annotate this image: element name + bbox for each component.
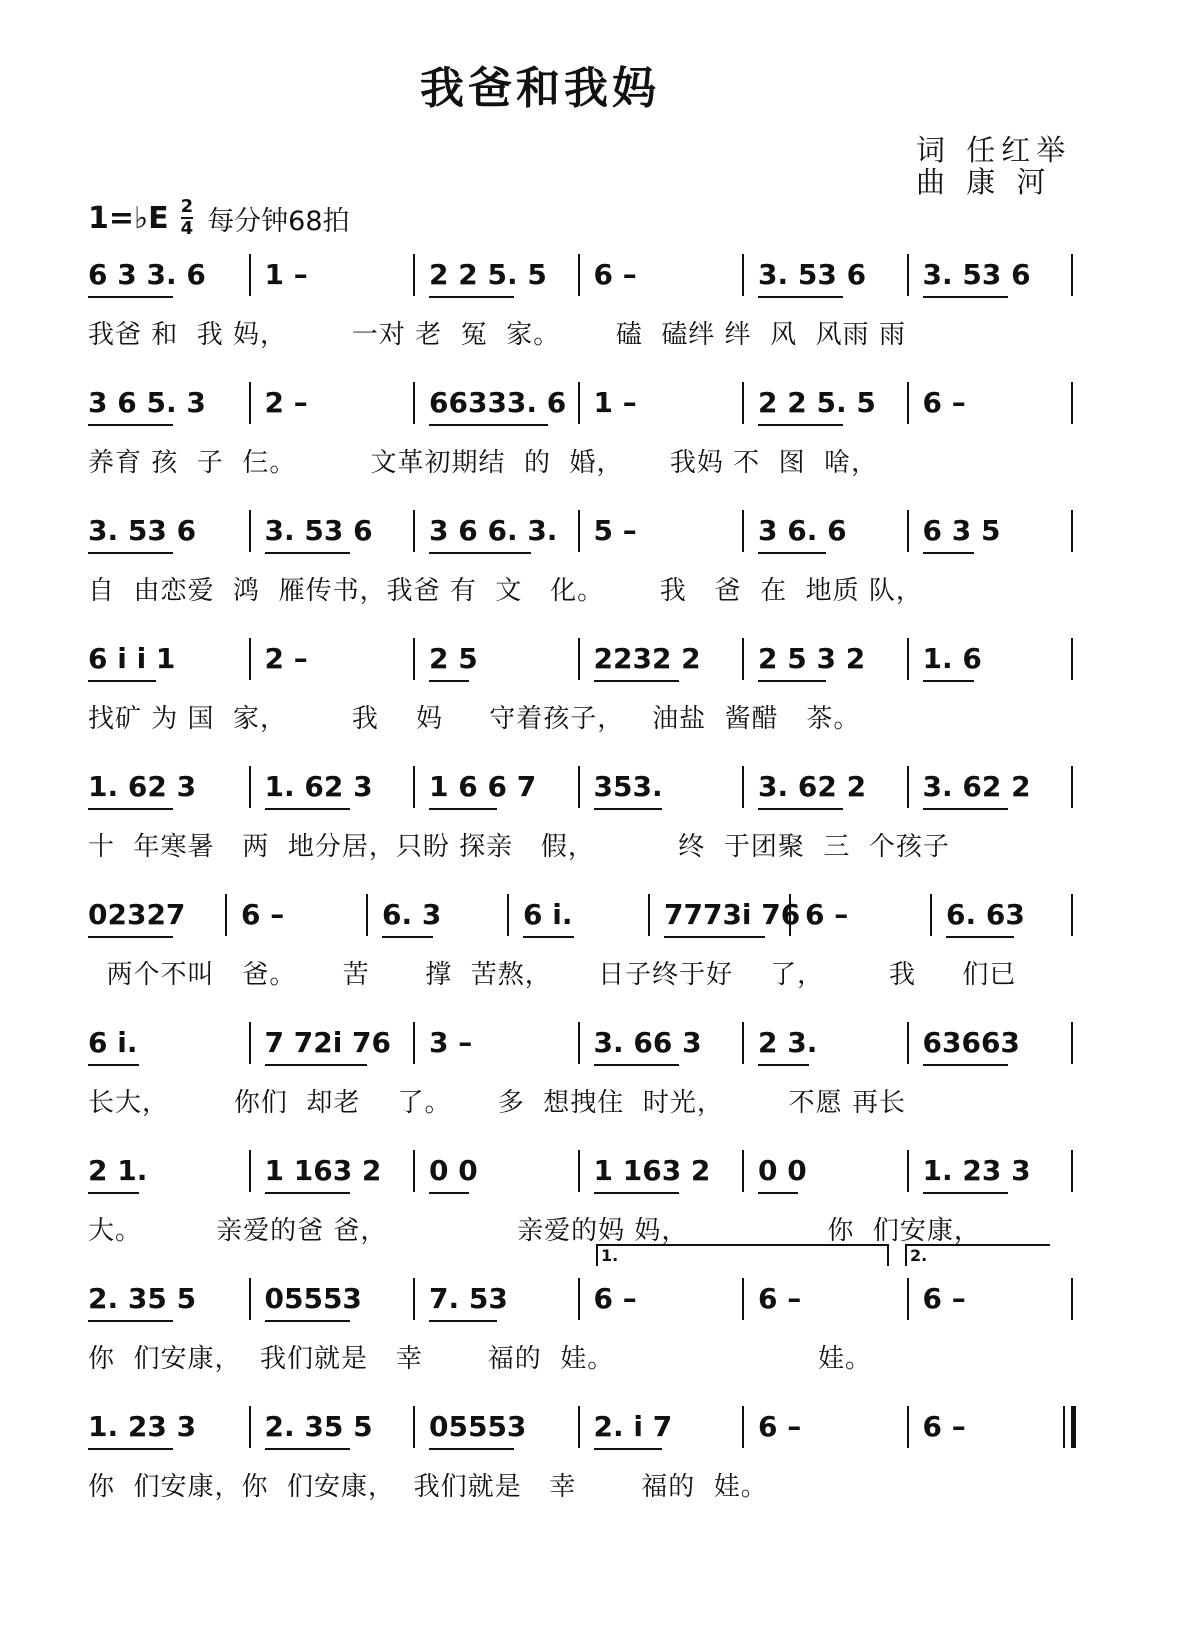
barline: [930, 894, 932, 936]
barline: [249, 766, 251, 808]
barline: [578, 382, 580, 424]
beam-line: [429, 552, 531, 554]
measure-notes: 3. 53 6: [264, 514, 373, 547]
lyric-line: 大。 亲爱的爸 爸， 亲爱的妈 妈， 你 们安康，: [88, 1216, 981, 1246]
beam-line: [429, 808, 497, 810]
barline: [1071, 1278, 1073, 1320]
measure-notes: 05553: [264, 1282, 362, 1315]
measure-notes: 6 –: [241, 898, 285, 931]
barline: [742, 510, 744, 552]
lyric-line: 养育 孩 子 仨。 文革初期结 的 婚， 我妈 不 图 啥，: [88, 448, 879, 478]
beam-line: [88, 424, 173, 426]
barline: [789, 894, 791, 936]
lyric-line: 你 们安康， 我们就是 幸 福的 娃。 娃。: [88, 1344, 873, 1374]
beam-line: [382, 936, 433, 938]
measure-notes: 0 0: [758, 1154, 807, 1187]
score-row: [0, 1246, 1200, 1402]
barline: [413, 254, 415, 296]
barline: [1071, 254, 1073, 296]
barline: [413, 1406, 415, 1448]
barline: [578, 254, 580, 296]
beam-line: [88, 552, 173, 554]
beam-line: [429, 296, 514, 298]
barline: [907, 1278, 909, 1320]
measure-notes: 1 6 6 7: [429, 770, 537, 803]
beam-line: [88, 936, 173, 938]
beam-line: [946, 936, 1014, 938]
score-row: [0, 890, 1200, 1018]
barline: [225, 894, 227, 936]
measure-notes: 2 2 5. 5: [429, 258, 547, 291]
measure-notes: 2 1.: [88, 1154, 148, 1187]
beam-line: [664, 936, 765, 938]
barline: [907, 638, 909, 680]
barline: [1071, 510, 1073, 552]
barline: [1071, 1150, 1073, 1192]
barline: [507, 894, 509, 936]
beam-line: [265, 1064, 367, 1066]
score-row: [0, 506, 1200, 634]
beam-line: [88, 808, 173, 810]
measure-notes: 02327: [88, 898, 186, 931]
measure-notes: 3 –: [429, 1026, 473, 1059]
measure-notes: 6 –: [922, 1282, 966, 1315]
measure-notes: 66333. 6: [429, 386, 567, 419]
measure-notes: 2. 35 5: [264, 1410, 373, 1443]
barline: [742, 254, 744, 296]
beam-line: [758, 552, 826, 554]
barline: [366, 894, 368, 936]
barline: [742, 1022, 744, 1064]
barline: [907, 1150, 909, 1192]
measure-notes: 1. 62 3: [264, 770, 373, 803]
measure-notes: 3 6. 6: [758, 514, 847, 547]
beam-line: [594, 808, 662, 810]
barline: [413, 638, 415, 680]
barline: [907, 1022, 909, 1064]
beam-line: [88, 680, 156, 682]
barline: [249, 1022, 251, 1064]
barline: [1071, 1022, 1073, 1064]
measure-notes: 5 –: [593, 514, 637, 547]
barline: [413, 1278, 415, 1320]
beam-line: [429, 1448, 514, 1450]
barline: [578, 1022, 580, 1064]
barline: [249, 382, 251, 424]
barline: [578, 1278, 580, 1320]
beam-line: [758, 1064, 809, 1066]
lyric-line: 你 们安康，你 们安康， 我们就是 幸 福的 娃。: [88, 1472, 768, 1502]
time-top: 2: [180, 196, 194, 217]
beam-line: [429, 680, 469, 682]
lyric-line: 自 由恋爱 鸿 雁传书，我爸 有 文 化。 我 爸 在 地质 队，: [88, 576, 923, 606]
measure-notes: 3 6 5. 3: [88, 386, 206, 419]
barline: [413, 510, 415, 552]
barline: [742, 766, 744, 808]
measure-notes: 2. 35 5: [88, 1282, 197, 1315]
barline: [249, 510, 251, 552]
measure-notes: 6 –: [805, 898, 849, 931]
lyric-line: 找矿 为 国 家， 我 妈 守着孩子， 油盐 酱醋 茶。: [88, 704, 861, 734]
measure-notes: 2 5: [429, 642, 478, 675]
measure-notes: 6 3 3. 6: [88, 258, 206, 291]
beam-line: [429, 424, 548, 426]
barline: [578, 1150, 580, 1192]
score-row: [0, 250, 1200, 378]
measure-notes: 6. 3: [382, 898, 442, 931]
measure-notes: 3. 53 6: [758, 258, 867, 291]
barline: [578, 510, 580, 552]
lyric-line: 长大， 你们 却老 了。 多 想拽住 时光， 不愿 再长: [88, 1088, 906, 1118]
beam-line: [594, 1448, 662, 1450]
measure-notes: 2 –: [264, 386, 308, 419]
measure-notes: 6 i i 1: [88, 642, 176, 675]
volta-first: 1.: [596, 1244, 889, 1266]
barline: [1071, 382, 1073, 424]
barline: [742, 382, 744, 424]
lyric-line: 十 年寒暑 两 地分居，只盼 探亲 假， 终 于团聚 三 个孩子: [88, 832, 950, 862]
measure-notes: 7 72i 76: [264, 1026, 392, 1059]
beam-line: [88, 1448, 173, 1450]
beam-line: [923, 296, 1008, 298]
barline: [413, 1022, 415, 1064]
measure-notes: 3. 53 6: [88, 514, 197, 547]
measure-notes: 6 –: [922, 386, 966, 419]
score-row: [0, 762, 1200, 890]
measure-notes: 6 i.: [523, 898, 573, 931]
measure-notes: 1. 23 3: [88, 1410, 197, 1443]
beam-line: [429, 1320, 497, 1322]
tempo-marking: 每分钟68拍: [207, 205, 350, 237]
barline: [1071, 766, 1073, 808]
beam-line: [758, 296, 843, 298]
measure-notes: 3. 53 6: [922, 258, 1031, 291]
beam-line: [594, 680, 679, 682]
key-label: 1=♭E: [88, 200, 169, 236]
key-signature: [88, 198, 350, 238]
barline: [1071, 1406, 1076, 1448]
measure-notes: 1. 6: [922, 642, 982, 675]
beam-line: [594, 1064, 679, 1066]
measure-notes: 6. 63: [946, 898, 1025, 931]
measure-notes: 3. 66 3: [593, 1026, 702, 1059]
beam-line: [88, 1064, 139, 1066]
beam-line: [88, 1192, 139, 1194]
barline: [578, 1406, 580, 1448]
volta-second: 2.: [905, 1244, 1050, 1266]
beam-line: [265, 1320, 350, 1322]
barline: [413, 1150, 415, 1192]
barline: [742, 1406, 744, 1448]
beam-line: [265, 1448, 350, 1450]
beam-line: [265, 1192, 350, 1194]
measure-notes: 1 163 2: [264, 1154, 382, 1187]
score-row: [0, 634, 1200, 762]
beam-line: [88, 1320, 173, 1322]
measure-notes: 0 0: [429, 1154, 478, 1187]
beam-line: [923, 552, 974, 554]
barline: [249, 638, 251, 680]
barline: [249, 1278, 251, 1320]
barline: [907, 1406, 909, 1448]
measure-notes: 1 –: [264, 258, 308, 291]
beam-line: [88, 296, 173, 298]
beam-line: [923, 1192, 1008, 1194]
measure-notes: 2 5 3 2: [758, 642, 866, 675]
measure-notes: 2 2 5. 5: [758, 386, 876, 419]
score-row: [0, 1018, 1200, 1146]
barline: [907, 254, 909, 296]
measure-notes: 3. 62 2: [922, 770, 1031, 803]
barline: [907, 382, 909, 424]
barline: [578, 766, 580, 808]
measure-notes: 6 3 5: [922, 514, 1001, 547]
measure-notes: 2 3.: [758, 1026, 818, 1059]
measure-notes: 63663: [922, 1026, 1020, 1059]
measure-notes: 6 –: [922, 1410, 966, 1443]
score-row: [0, 378, 1200, 506]
barline: [907, 766, 909, 808]
barline: [648, 894, 650, 936]
barline: [249, 254, 251, 296]
lyricist-credit: 词 任红举: [916, 133, 1072, 167]
barline: [742, 638, 744, 680]
lyric-line: 我爸 和 我 妈， 一对 老 冤 家。 磕 磕绊 绊 风 风雨 雨: [88, 320, 906, 350]
measure-notes: 6 –: [758, 1282, 802, 1315]
measure-notes: 3. 62 2: [758, 770, 867, 803]
measure-notes: 7. 53: [429, 1282, 508, 1315]
barline: [1071, 894, 1073, 936]
beam-line: [758, 808, 843, 810]
beam-line: [265, 552, 350, 554]
lyric-line: 两个不叫 爸。 苦 撑 苦熬， 日子终于好 了， 我 们已: [88, 960, 1017, 990]
barline: [249, 1150, 251, 1192]
beam-line: [923, 1064, 1008, 1066]
measure-notes: 2232 2: [593, 642, 701, 675]
measure-notes: 353.: [593, 770, 663, 803]
barline: [413, 766, 415, 808]
time-signature: [181, 198, 194, 238]
measure-notes: 1 163 2: [593, 1154, 711, 1187]
final-barline-thin: [1063, 1406, 1065, 1448]
measure-notes: 6 –: [593, 258, 637, 291]
barline: [742, 1150, 744, 1192]
beam-line: [429, 1192, 469, 1194]
measure-notes: 6 –: [593, 1282, 637, 1315]
measure-notes: 6 i.: [88, 1026, 138, 1059]
barline: [249, 1406, 251, 1448]
measure-notes: 3 6 6. 3.: [429, 514, 558, 547]
measure-notes: 2. i 7: [593, 1410, 673, 1443]
barline: [742, 1278, 744, 1320]
page-title: 我爸和我妈: [420, 63, 660, 114]
measure-notes: 7773i 76: [664, 898, 801, 931]
measure-notes: 1. 62 3: [88, 770, 197, 803]
measure-notes: 6 –: [758, 1410, 802, 1443]
beam-line: [523, 936, 574, 938]
beam-line: [923, 808, 1008, 810]
beam-line: [758, 424, 843, 426]
beam-line: [923, 680, 974, 682]
barline: [578, 638, 580, 680]
beam-line: [594, 1192, 679, 1194]
barline: [413, 382, 415, 424]
beam-line: [758, 680, 826, 682]
beam-line: [758, 1192, 798, 1194]
barline: [907, 510, 909, 552]
measure-notes: 1 –: [593, 386, 637, 419]
measure-notes: 1. 23 3: [922, 1154, 1031, 1187]
beam-line: [265, 808, 350, 810]
score-row: [0, 1402, 1200, 1530]
composer-credit: 曲 康 河: [916, 165, 1052, 199]
time-bottom: 4: [180, 218, 194, 239]
barline: [1071, 638, 1073, 680]
measure-notes: 2 –: [264, 642, 308, 675]
measure-notes: 05553: [429, 1410, 527, 1443]
